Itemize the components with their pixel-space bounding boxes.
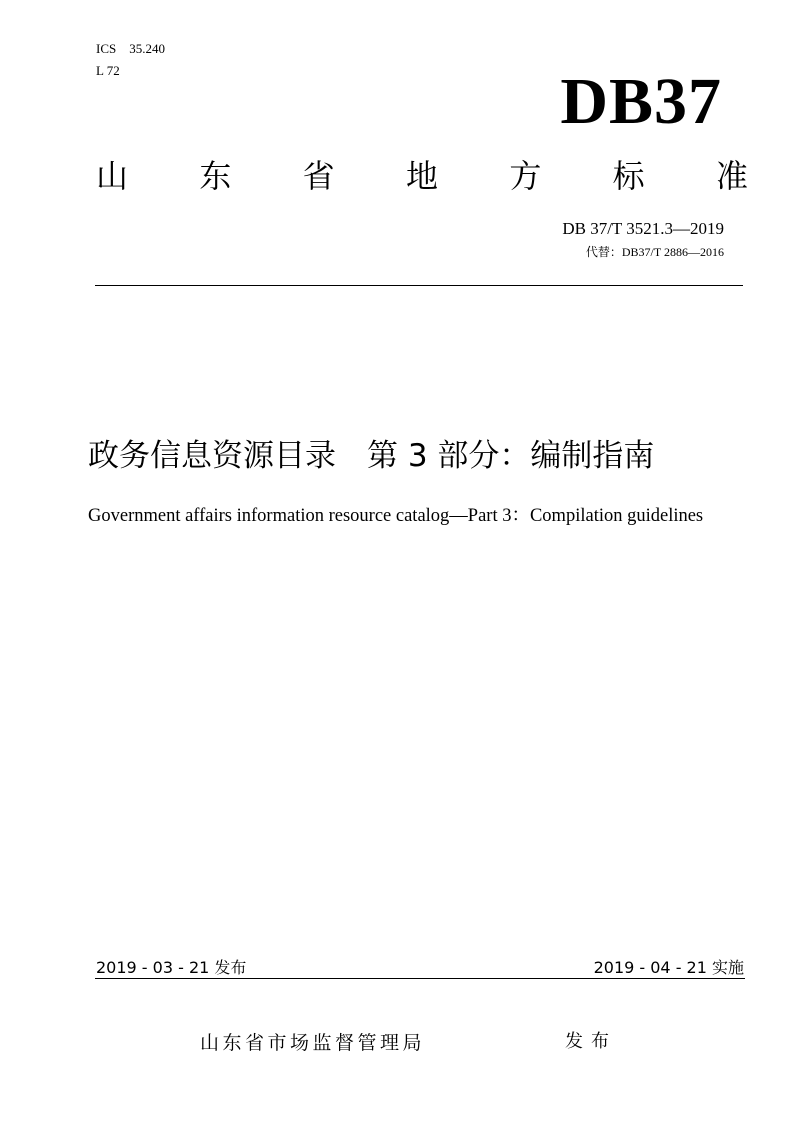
issuing-authority: 山东省市场监督管理局: [200, 1032, 426, 1054]
ics-code: ICS 35.240: [96, 41, 165, 56]
header-divider: [95, 285, 743, 286]
standard-type-char: 东: [199, 157, 232, 195]
replaces-standard: 代替：DB37/T 2886—2016: [585, 245, 724, 259]
standard-type-title: [96, 154, 748, 198]
document-title-cn: 政务信息资源目录 第 3 部分：编制指南: [88, 438, 655, 474]
standard-type-char: 标: [612, 157, 645, 195]
standard-type-char: 省: [302, 157, 335, 195]
implementation-date: 2019 - 04 - 21 实施: [593, 958, 744, 977]
document-title-en: Government affairs information resource catalog—Part 3：Compilation guidelines: [88, 506, 704, 526]
standard-type-char: 山: [96, 157, 129, 195]
standard-logo: DB37: [560, 65, 722, 138]
issue-label: 发布: [565, 1031, 617, 1052]
standard-type-char: 准: [715, 157, 748, 195]
standard-number: DB 37/T 3521.3—2019: [562, 219, 724, 238]
standard-type-char: 方: [509, 157, 542, 195]
issue-date: 2019 - 03 - 21 发布: [96, 958, 247, 977]
footer-divider: [95, 978, 745, 979]
standard-type-char: 地: [405, 157, 438, 195]
ccs-code: L 72: [96, 63, 120, 78]
